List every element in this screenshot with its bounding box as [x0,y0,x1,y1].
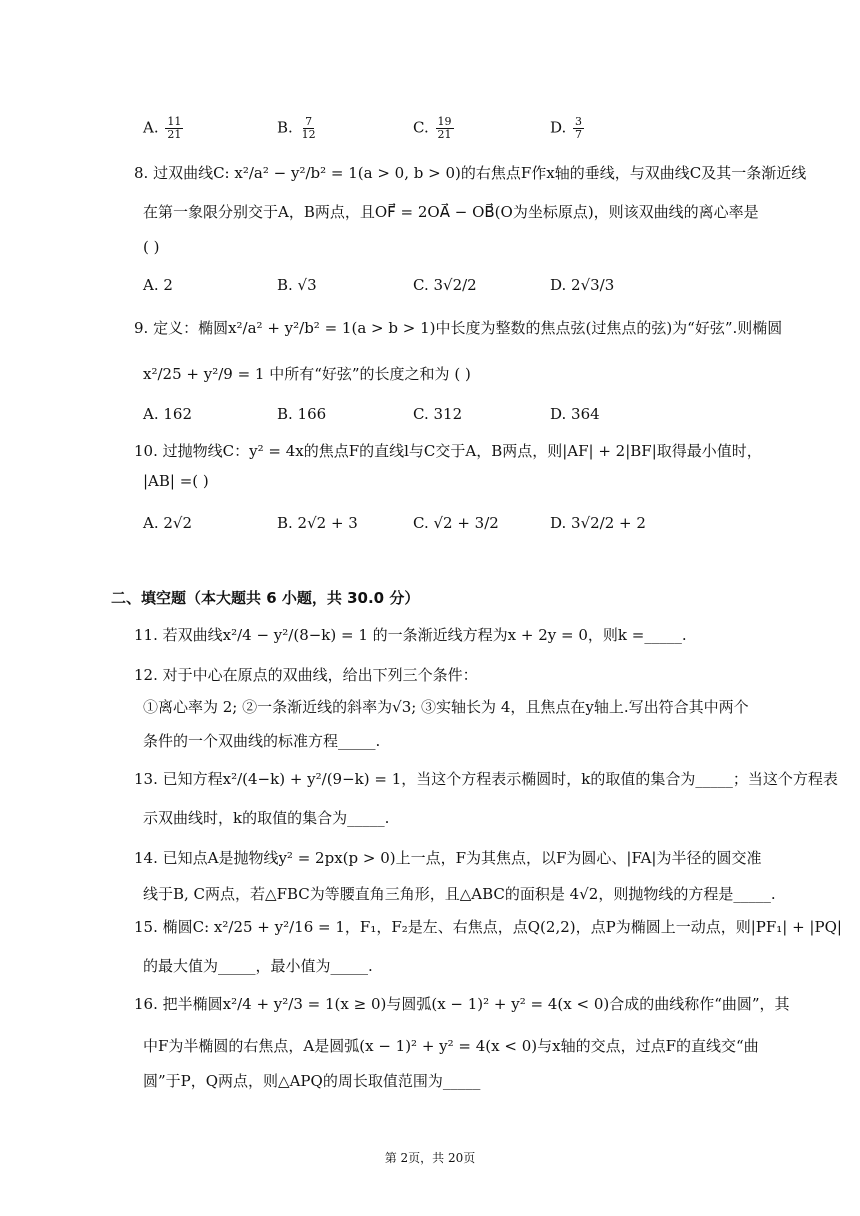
q10-option-b: B. 2√2 + 3 [277,514,358,532]
q15-line1: 15. 椭圆C: x²/25 + y²/16 = 1，F₁，F₂是左、右焦点，点Q(2,2)，点P为椭圆上一动点，则|PF₁| + |PQ| [134,918,842,936]
q10-option-a: A. 2√2 [143,514,193,532]
q7-option-b: B. $\frac{7}{12}$ [277,115,316,141]
q10-option-d: D. 3√2/2 + 2 [550,514,646,532]
page-footer: 第 2页，共 20页 [384,1151,476,1165]
q14-line1: 14. 已知点A是抛物线y² = 2px(p > 0)上一点，F为其焦点，以F为圆心、|FA|为半径的圆交准 [134,849,762,867]
q13-line2: 示双曲线时，k的取值的集合为_____. [143,809,390,827]
q8-option-a: A. 2 [143,276,173,294]
q10-line2: |AB| =( ) [143,472,209,490]
q8-line3: ( ) [143,238,160,256]
q7-option-c: C. $\frac{19}{21}$ [413,115,452,141]
q11: 11. 若双曲线x²/4 − y²/(8−k) = 1 的一条渐近线方程为x + 2y = 0，则k =_____. [134,626,687,644]
q7-option-a: A. $\frac{11}{21}$ [143,115,182,141]
q8-option-d: D. 2√3/3 [550,276,615,294]
q8-line1: 8. 过双曲线C: x²/a² − y²/b² = 1(a > 0, b > 0)的右焦点F作x轴的垂线，与双曲线C及其一条渐近线 [134,164,807,182]
q10-option-c: C. √2 + 3/2 [413,514,499,532]
q8-line2: 在第一象限分别交于A，B两点，且OF⃗ = 2OA⃗ − OB⃗(O为坐标原点)，则该双曲线的离心率是 [143,203,759,221]
q16-line2: 中F为半椭圆的右焦点，A是圆弧(x − 1)² + y² = 4(x < 0)与x轴的交点，过点F的直线交“曲 [143,1037,759,1055]
q7-option-d: D. $\frac{3}{7}$ [550,115,583,141]
q14-line2: 线于B, C两点，若△FBC为等腰直角三角形，且△ABC的面积是 4√2，则抛物线的方程是_____. [143,885,776,903]
q9-option-b: B. 166 [277,405,327,423]
q10-line1: 10. 过抛物线C：y² = 4x的焦点F的直线l与C交于A，B两点，则|AF| + 2|BF|取得最小值时， [134,442,762,460]
q9-option-a: A. 162 [143,405,192,423]
q9-option-d: D. 364 [550,405,600,423]
q9-line1: 9. 定义：椭圆x²/a² + y²/b² = 1(a > b > 1)中长度为整数的焦点弦(过焦点的弦)为“好弦”.则椭圆 [134,319,783,337]
q12-line1: 12. 对于中心在原点的双曲线，给出下列三个条件： [134,666,478,684]
q8-option-c: C. 3√2/2 [413,276,477,294]
q9-line2: x²/25 + y²/9 = 1 中所有“好弦”的长度之和为 ( ) [143,365,471,383]
q13-line1: 13. 已知方程x²/(4−k) + y²/(9−k) = 1，当这个方程表示椭圆时，k的取值的集合为_____；当这个方程表 [134,770,838,788]
q12-line2: ①离心率为 2; ②一条渐近线的斜率为√3; ③实轴长为 4，且焦点在y轴上.写出符合其中两个 [143,698,749,716]
q16-line1: 16. 把半椭圆x²/4 + y²/3 = 1(x ≥ 0)与圆弧(x − 1)² + y² = 4(x < 0)合成的曲线称作“曲圆”，其 [134,995,790,1013]
q9-option-c: C. 312 [413,405,463,423]
section-heading: 二、填空题（本大题共 6 小题，共 30.0 分） [111,589,420,607]
q15-line2: 的最大值为_____，最小值为_____. [143,957,373,975]
q16-line3: 圆”于P，Q两点，则△APQ的周长取值范围为_____ [143,1072,481,1090]
q8-option-b: B. √3 [277,276,317,294]
q12-line3: 条件的一个双曲线的标准方程_____. [143,732,381,750]
